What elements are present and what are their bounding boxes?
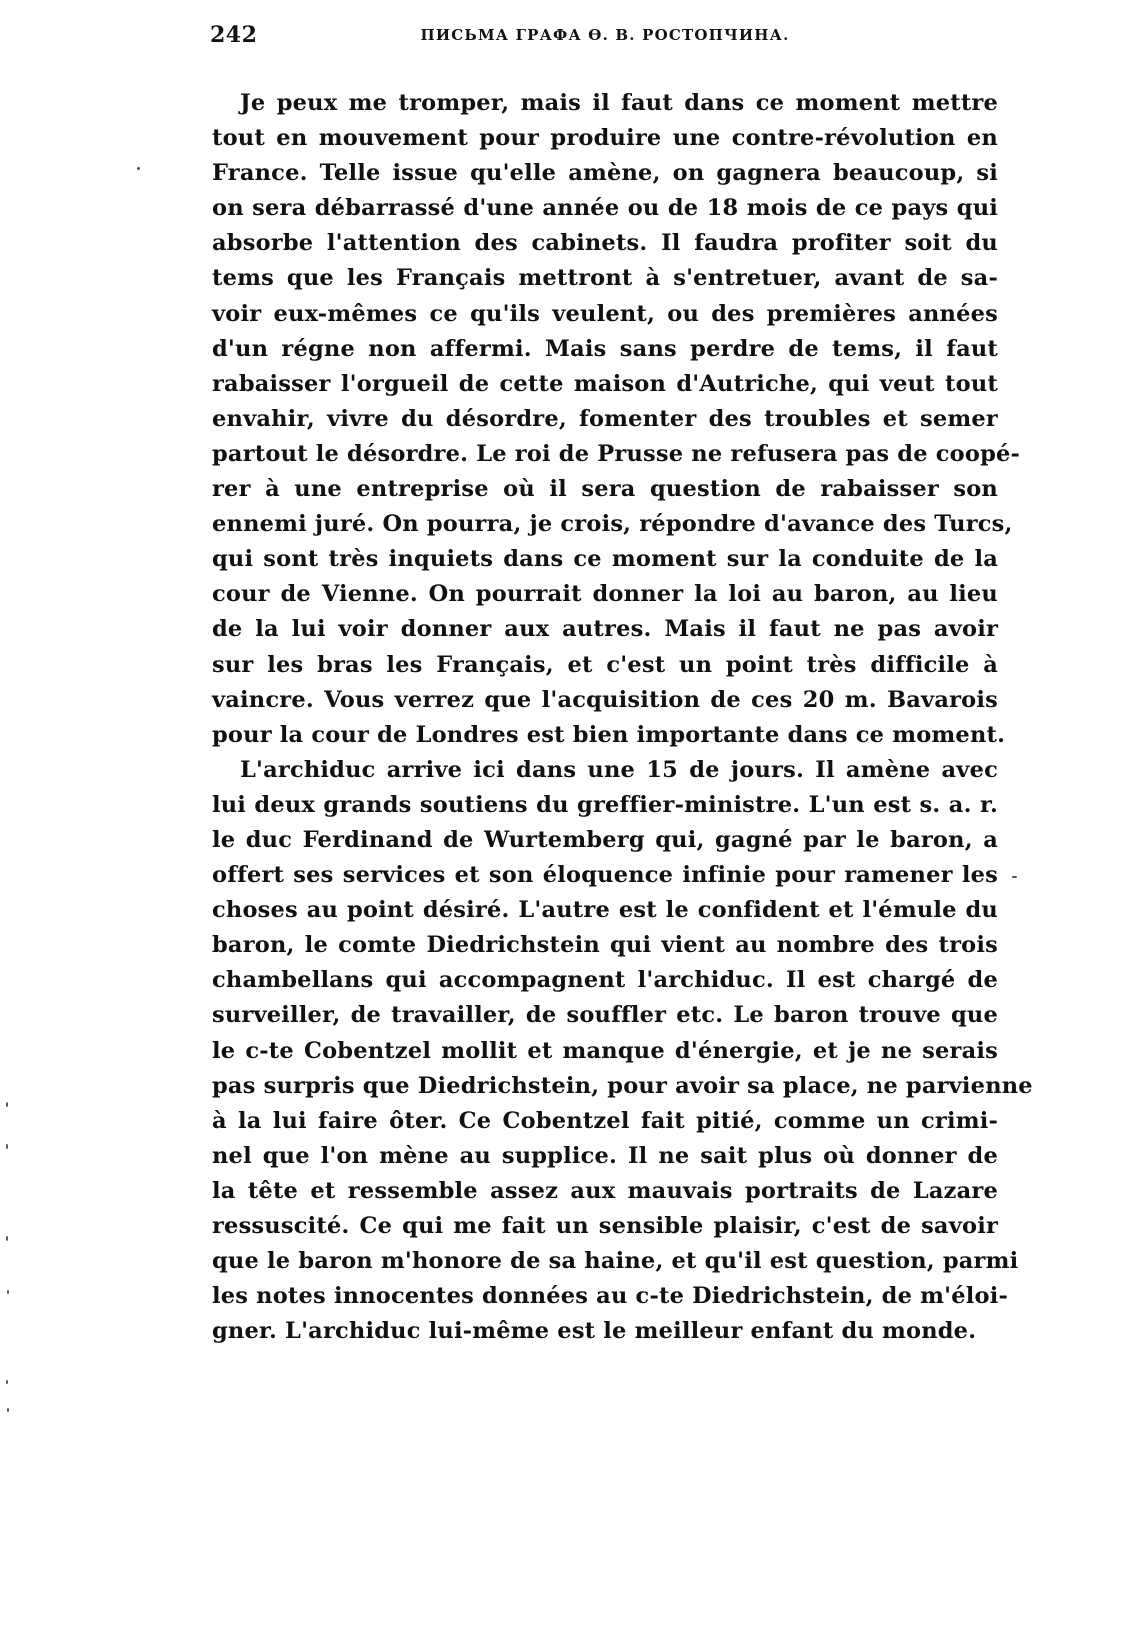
text-line: surveiller, de travailler, de souffler etc. Le baron trouve que xyxy=(212,1002,998,1029)
text-line: gner. L'archiduc lui-même est le meilleur enfant du monde. xyxy=(212,1318,977,1345)
text-line: on sera débarrassé d'une année ou de 18 mois de ce pays qui xyxy=(212,195,998,222)
text-line: le c-te Cobentzel mollit et manque d'énergie, et je ne serais xyxy=(212,1037,998,1064)
text-line: baron, le comte Diedrichstein qui vient au nombre des trois xyxy=(212,932,998,959)
text-line: France. Telle issue qu'elle amène, on gagnera beaucoup, si xyxy=(212,160,998,187)
text-line: chambellans qui accompagnent l'archiduc. Il est chargé de xyxy=(212,967,998,994)
text-line: envahir, vivre du désordre, fomenter des troubles et semer xyxy=(212,405,998,432)
text-line: Je peux me tromper, mais il faut dans ce moment mettre xyxy=(240,90,998,116)
text-line: le duc Ferdinand de Wurtemberg qui, gagné par le baron, a xyxy=(212,826,998,853)
running-head: ПИСЬМА ГРАФА Ѳ. В. РОСТОПЧИНА. xyxy=(420,26,790,44)
text-line: rabaisser l'orgueil de cette maison d'Autriche, qui veut tout xyxy=(212,370,998,397)
text-line: d'un régne non affermi. Mais sans perdre de tems, il faut xyxy=(212,335,998,362)
text-line: la tête et ressemble assez aux mauvais portraits de Lazare xyxy=(212,1177,998,1204)
paragraph-2 xyxy=(212,753,1033,1350)
text-line: L'archiduc arrive ici dans une 15 de jours. Il amène avec xyxy=(240,756,998,783)
paragraph-1 xyxy=(212,86,1021,753)
text-line: partout le désordre. Le roi de Prusse ne refusera pas de coopé- xyxy=(212,440,1021,467)
text-line: offert ses services et son éloquence infinie pour ramener les xyxy=(212,862,998,889)
page-header xyxy=(210,22,1000,56)
text-line: voir eux-mêmes ce qu'ils veulent, ou des premières années xyxy=(212,300,998,327)
scan-speck xyxy=(6,1102,8,1107)
scan-speck xyxy=(1012,876,1017,878)
scan-speck xyxy=(137,167,140,170)
text-line: pour la cour de Londres est bien importante dans ce moment. xyxy=(212,721,1006,748)
text-line: vaincre. Vous verrez que l'acquisition de ces 20 m. Bavarois xyxy=(212,686,998,713)
text-line: tout en mouvement pour produire une contre-révolution en xyxy=(212,125,998,152)
text-line: cour de Vienne. On pourrait donner la loi au baron, au lieu xyxy=(212,581,998,608)
text-line: à la lui faire ôter. Ce Cobentzel fait pitié, comme un crimi- xyxy=(212,1107,998,1134)
text-line: lui deux grands soutiens du greffier-ministre. L'un est s. a. r. xyxy=(212,791,998,818)
letter-body xyxy=(212,86,1033,1349)
text-line: rer à une entreprise où il sera question de rabaisser son xyxy=(212,476,998,503)
page-number: 242 xyxy=(210,22,258,48)
scan-speck xyxy=(6,1144,8,1149)
text-line: choses au point désiré. L'autre est le confident et l'émule du xyxy=(212,897,998,924)
scan-speck xyxy=(7,1408,9,1412)
text-line: que le baron m'honore de sa haine, et qu'il est question, parmi xyxy=(212,1248,1019,1275)
text-line: sur les bras les Français, et c'est un point très difficile à xyxy=(212,651,998,678)
text-line: absorbe l'attention des cabinets. Il faudra profiter soit du xyxy=(212,230,998,257)
text-line: pas surpris que Diedrichstein, pour avoir sa place, ne parvienne xyxy=(212,1072,1033,1099)
scan-speck xyxy=(6,1236,8,1241)
text-line: les notes innocentes données au c-te Diedrichstein, de m'éloi- xyxy=(212,1283,1008,1310)
scan-speck xyxy=(7,1290,9,1294)
text-line: ressuscité. Ce qui me fait un sensible plaisir, c'est de savoir xyxy=(212,1213,998,1239)
text-line: nel que l'on mène au supplice. Il ne sait plus où donner de xyxy=(212,1142,998,1169)
text-line: qui sont très inquiets dans ce moment sur la conduite de la xyxy=(212,546,998,573)
text-line: de la lui voir donner aux autres. Mais il faut ne pas avoir xyxy=(212,616,998,643)
text-line: tems que les Français mettront à s'entretuer, avant de sa- xyxy=(212,265,998,292)
text-line: ennemi juré. On pourra, je crois, répondre d'avance des Turcs, xyxy=(212,511,1013,538)
scan-speck xyxy=(6,1380,8,1384)
